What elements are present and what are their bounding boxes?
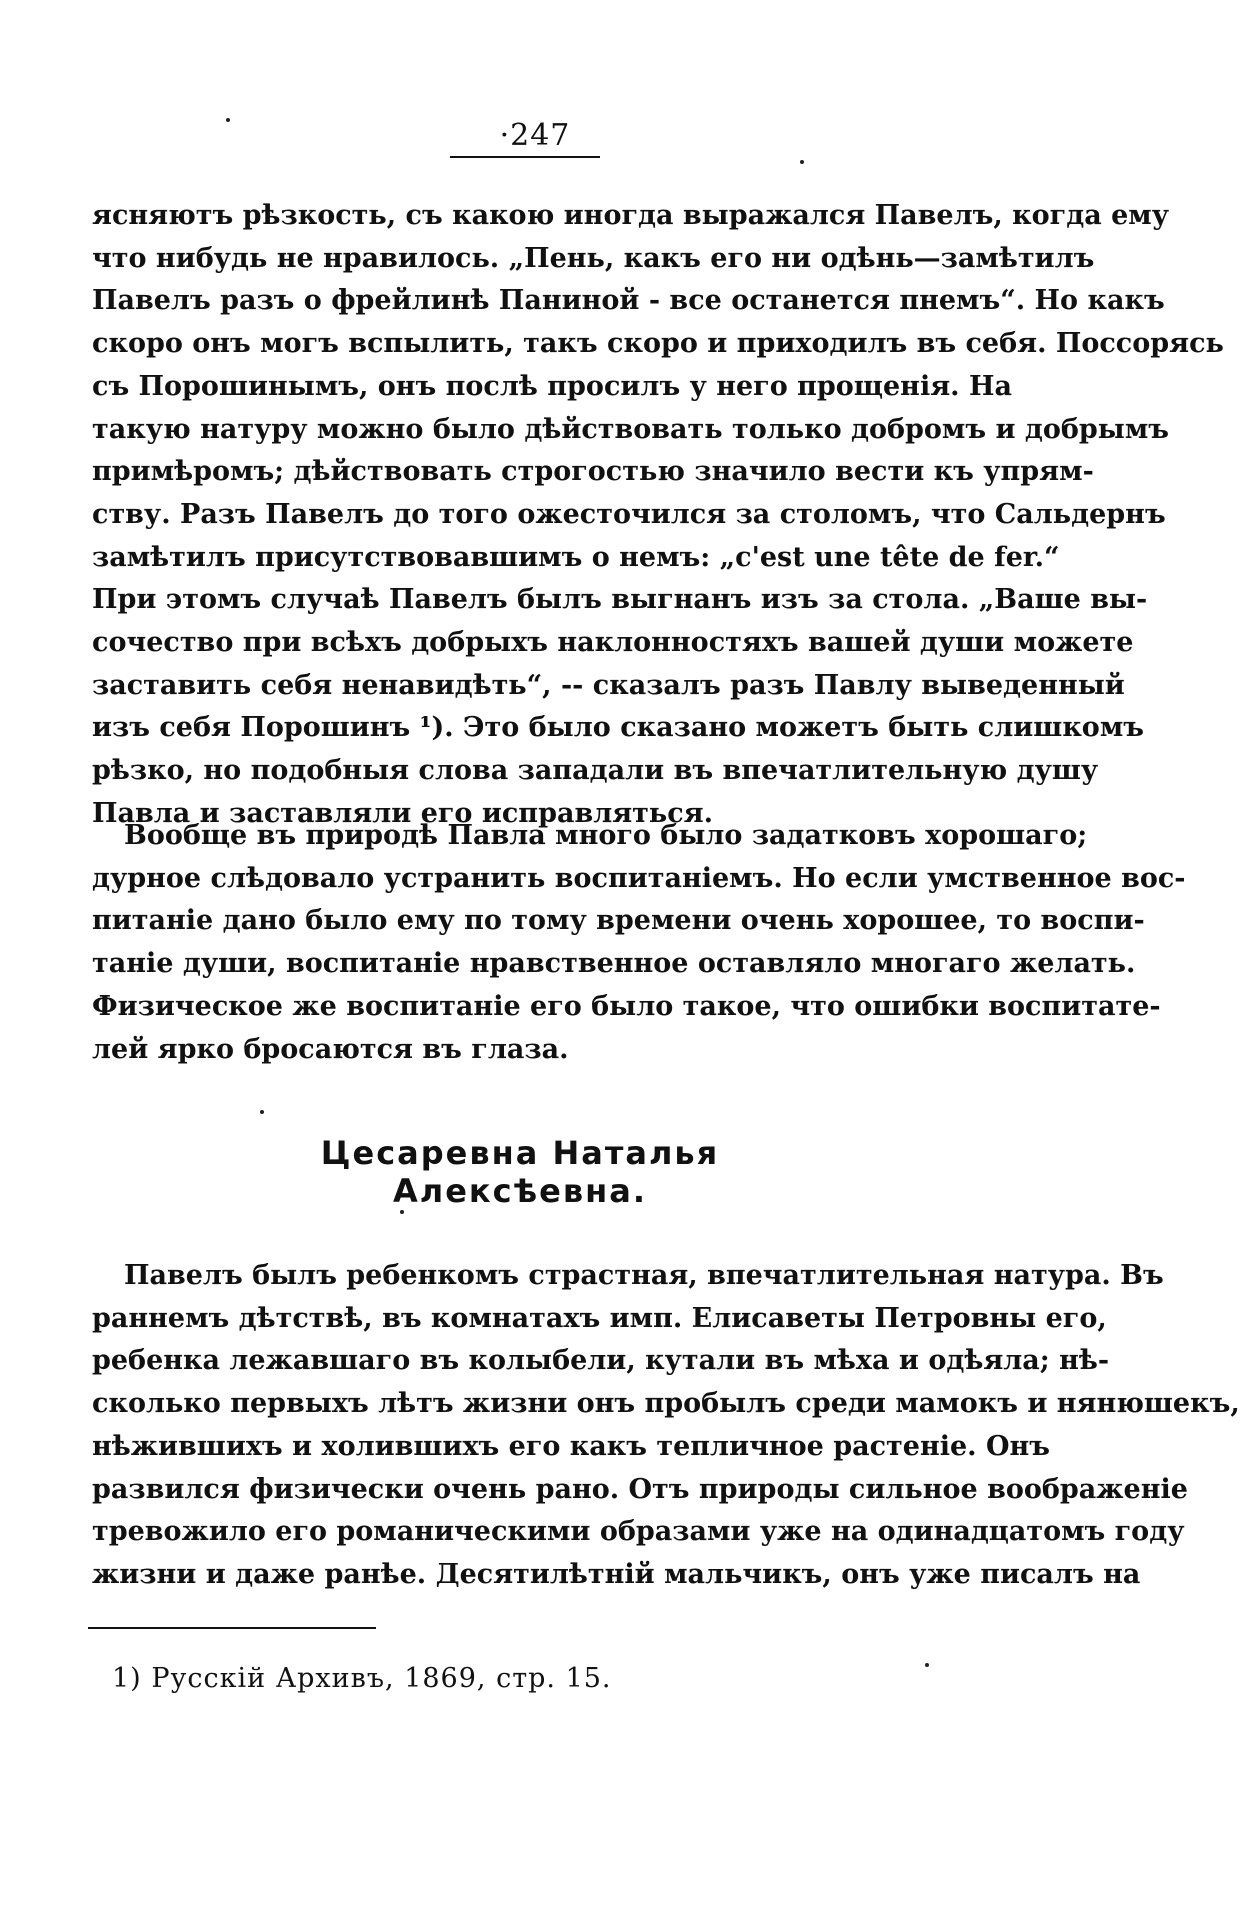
text-line: такую натуру можно было дѣйствовать только добромъ и добрымъ bbox=[92, 413, 1170, 445]
text-line: скоро онъ могъ вспылить, такъ скоро и приходилъ въ себя. Поссорясь bbox=[92, 328, 1224, 360]
text-line: Вообще въ природѣ Павла много было задатковъ хорошаго; bbox=[124, 820, 1088, 851]
text-line: развился физически очень рано. Отъ природы сильное воображеніе bbox=[92, 1473, 1188, 1505]
text-line: сколько первыхъ лѣтъ жизни онъ пробылъ среди мамокъ и нянюшекъ, bbox=[92, 1388, 1240, 1420]
text-line: раннемъ дѣтствѣ, въ комнатахъ имп. Елисаветы Петровны его, bbox=[92, 1302, 1107, 1334]
text-line: заставить себя ненавидѣть“, -- сказалъ разъ Павлу выведенный bbox=[92, 669, 1125, 701]
print-speck bbox=[260, 1110, 264, 1114]
page-number: ·247 bbox=[499, 118, 571, 153]
footnote-text: Русскій Архивъ, 1869, стр. 15. bbox=[151, 1663, 612, 1694]
text-line: примѣромъ; дѣйствовать строгостью значило вести къ упрям- bbox=[92, 456, 1094, 488]
text-line: Физическое же воспитаніе его было такое, что ошибки воспитате- bbox=[92, 990, 1161, 1022]
text-line: замѣтилъ присутствовавшимъ о немъ: „c'est une tête de fer.“ bbox=[92, 541, 1060, 573]
text-line: Павелъ былъ ребенкомъ страстная, впечатлительная натура. Въ bbox=[124, 1260, 1164, 1291]
text-line: ясняютъ рѣзкость, съ какою иногда выражался Павелъ, когда ему bbox=[92, 200, 1170, 231]
print-speck bbox=[226, 118, 230, 122]
text-line: дурное слѣдовало устранить воспитаніемъ. Но если умственное вос- bbox=[92, 862, 1186, 894]
text-line: нѣжившихъ и холившихъ его какъ тепличное растеніе. Онъ bbox=[92, 1430, 1050, 1462]
text-line: жизни и даже ранѣе. Десятилѣтній мальчикъ, онъ уже писалъ на bbox=[92, 1558, 1141, 1590]
print-speck bbox=[800, 160, 804, 164]
text-line: съ Порошинымъ, онъ послѣ просилъ у него прощенія. На bbox=[92, 370, 1012, 402]
footnote-marker: 1) bbox=[112, 1663, 142, 1694]
text-line: ству. Разъ Павелъ до того ожесточился за столомъ, что Сальдернъ bbox=[92, 498, 1166, 530]
text-line: тревожило его романическими образами уже на одинадцатомъ году bbox=[92, 1516, 1185, 1548]
footnote bbox=[112, 1663, 612, 1694]
page-number-rule bbox=[450, 156, 600, 158]
section-heading: Цесаревна Наталья Алексѣевна. bbox=[320, 1134, 720, 1210]
print-speck bbox=[925, 1663, 929, 1667]
print-speck bbox=[400, 1210, 404, 1214]
text-line: таніе души, воспитаніе нравственное оставляло многаго желать. bbox=[92, 948, 1136, 980]
text-line: лей ярко бросаются въ глаза. bbox=[92, 1033, 569, 1065]
text-line: Павелъ разъ о фрейлинѣ Паниной - все останется пнемъ“. Но какъ bbox=[92, 285, 1165, 317]
text-line: сочество при всѣхъ добрыхъ наклонностяхъ вашей души можете bbox=[92, 627, 1134, 659]
text-line: питаніе дано было ему по тому времени очень хорошее, то воспи- bbox=[92, 905, 1145, 937]
paragraph-upbringing bbox=[92, 815, 1186, 1071]
paragraph-childhood bbox=[92, 1255, 1240, 1597]
text-line: ребенка лежавшаго въ колыбели, кутали въ мѣха и одѣяла; нѣ- bbox=[92, 1345, 1110, 1377]
footnote-rule bbox=[88, 1627, 376, 1629]
text-line: изъ себя Порошинъ ¹). Это было сказано можетъ быть слишкомъ bbox=[92, 712, 1144, 744]
text-line: рѣзко, но подобныя слова западали въ впечатлительную душу bbox=[92, 755, 1099, 787]
text-line: При этомъ случаѣ Павелъ былъ выгнанъ изъ за стола. „Ваше вы- bbox=[92, 584, 1148, 616]
text-line: Павла и заставляли его исправляться. bbox=[92, 797, 714, 829]
text-line: что нибудь не нравилось. „Пень, какъ его ни одѣнь—замѣтилъ bbox=[92, 242, 1095, 274]
